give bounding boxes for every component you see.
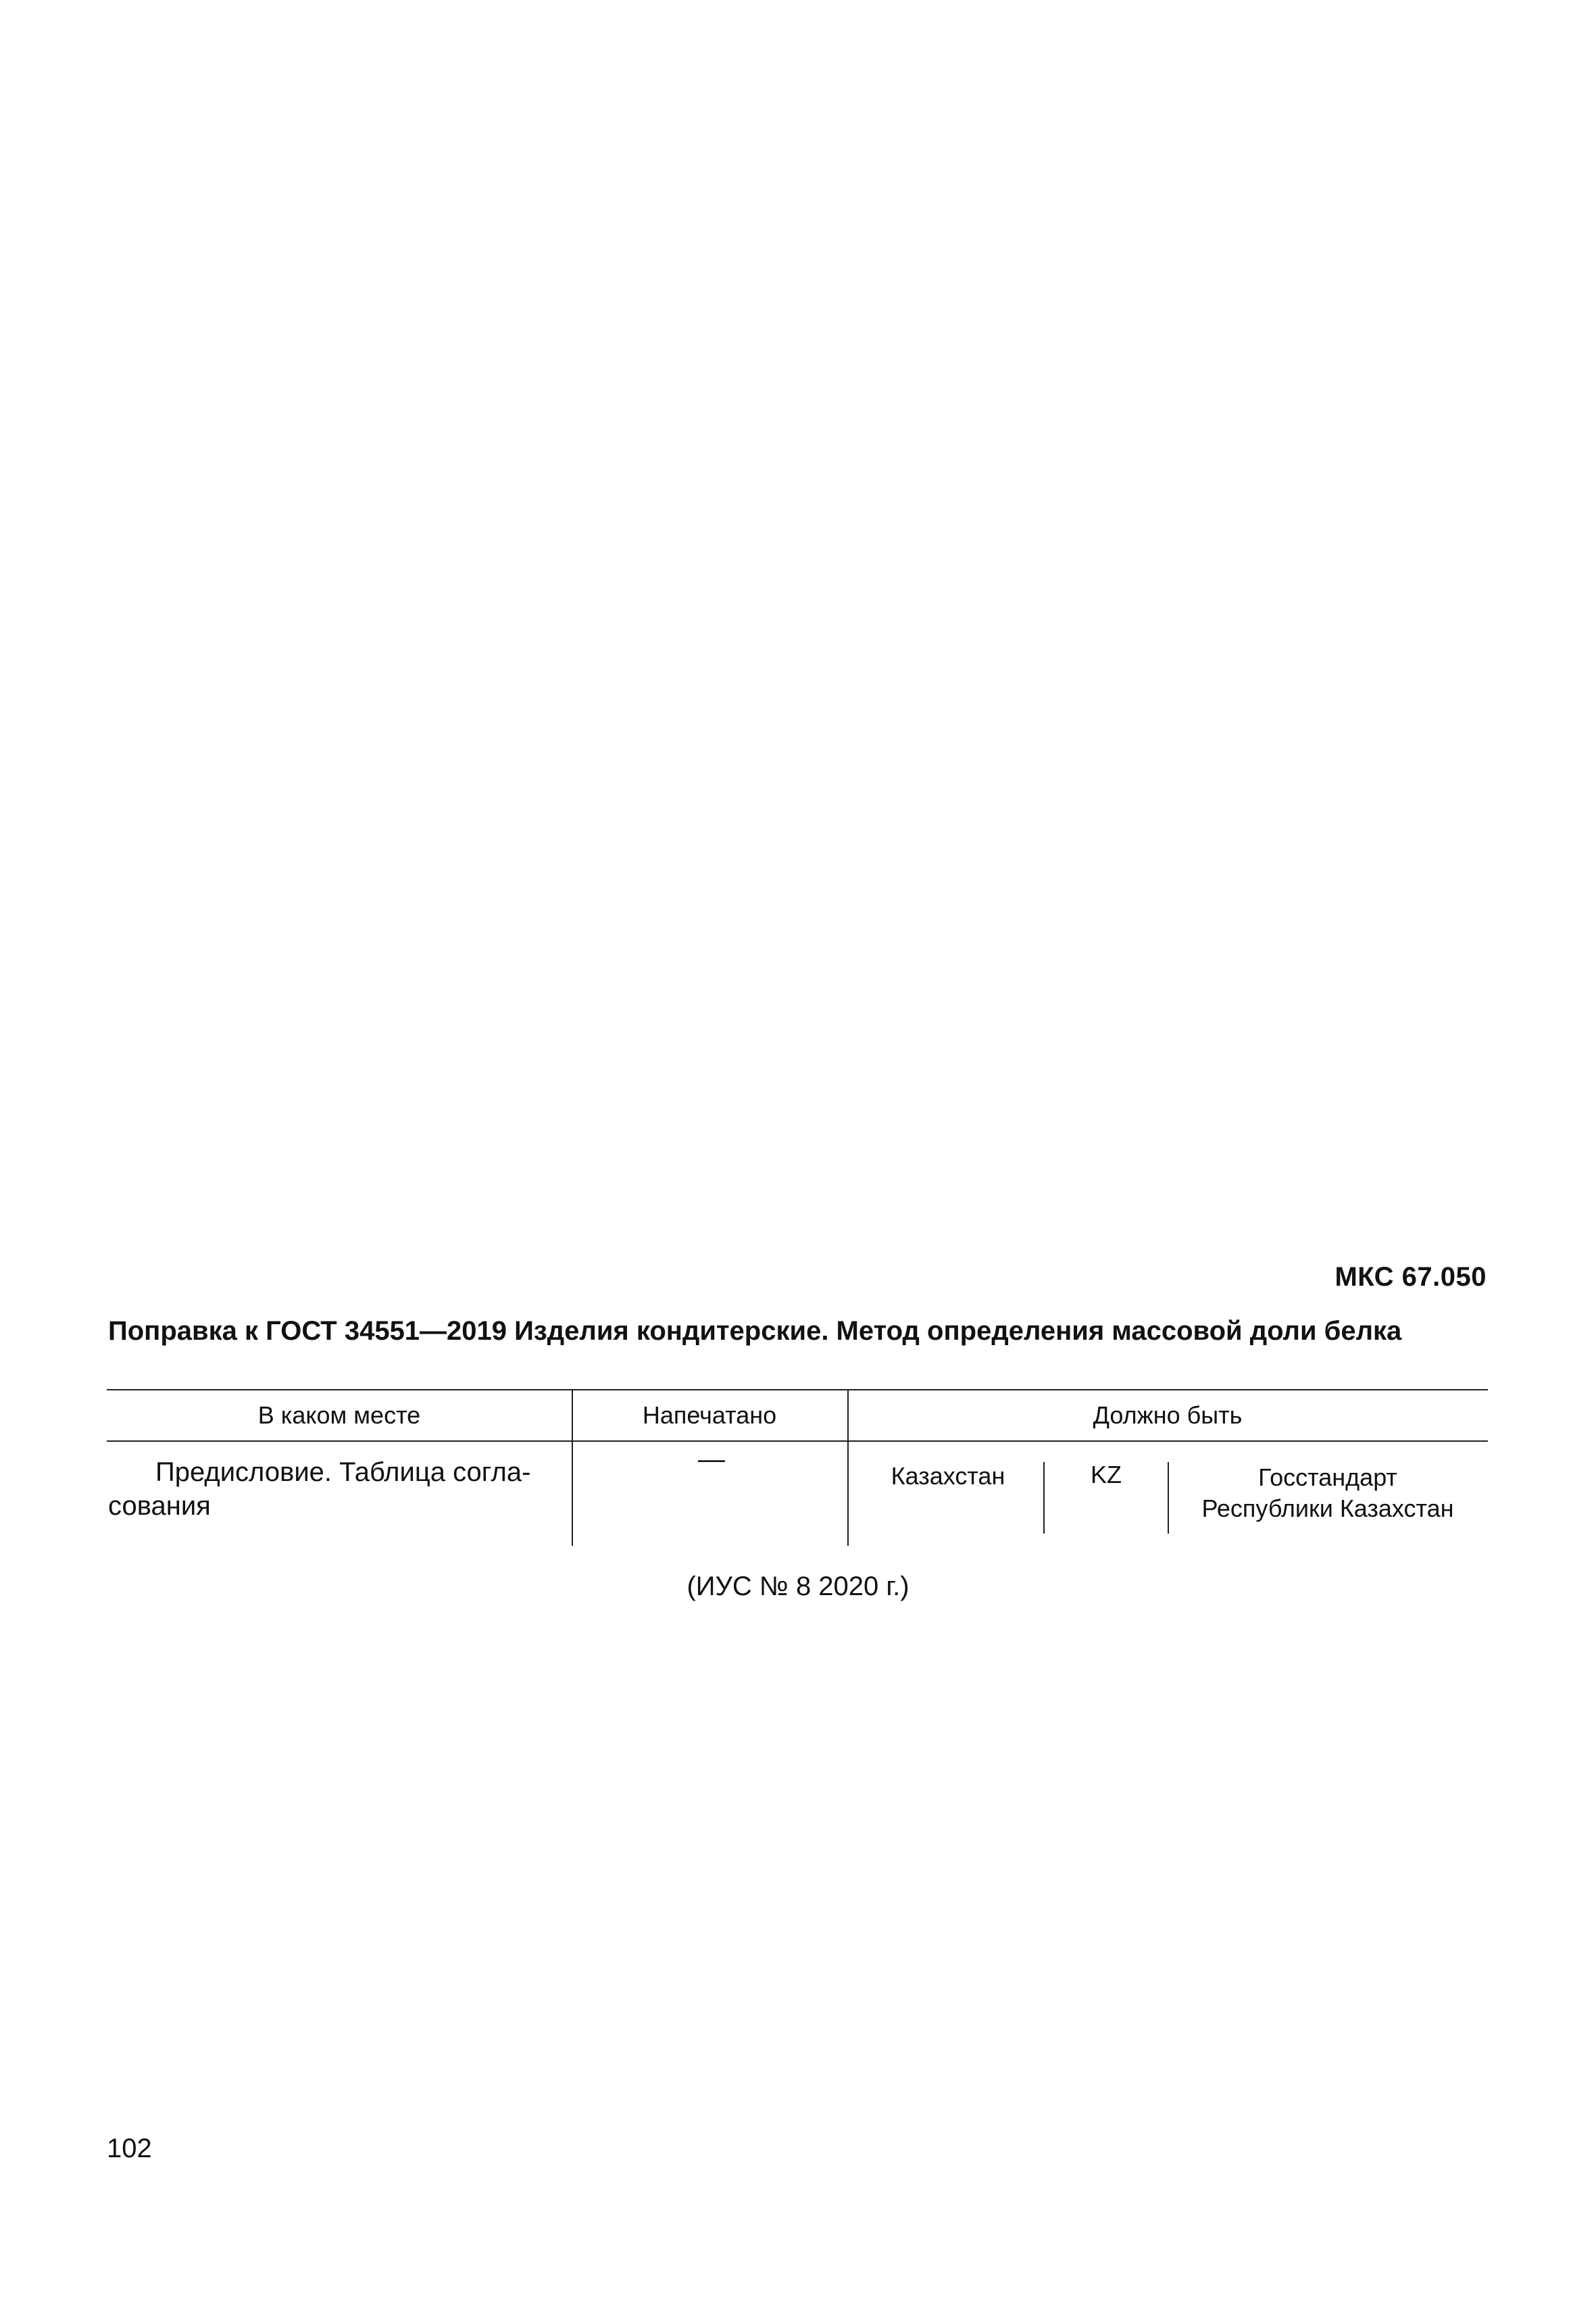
cell-organization-line2: Республики Казахстан [1201, 1494, 1454, 1522]
cell-place [108, 1455, 568, 1523]
cell-place-line2: сования [108, 1491, 211, 1521]
column-header-place: В каком месте [257, 1401, 421, 1429]
cell-organization [1169, 1462, 1487, 1524]
ius-reference: (ИУС № 8 2020 г.) [687, 1571, 909, 1601]
amendment-table [107, 1389, 1488, 1546]
document-title: Поправка к ГОСТ 34551—2019 Изделия кондитерские. Метод определения массовой доли белка [108, 1316, 1402, 1346]
cell-printed: — [698, 1444, 725, 1474]
cell-organization-line1: Госстандарт [1258, 1463, 1397, 1491]
column-header-printed: Напечатано [642, 1401, 777, 1429]
cell-place-line1: Предисловие. Таблица согла- [155, 1457, 531, 1487]
column-header-should-be: Должно быть [1093, 1401, 1243, 1429]
table-top-rule [107, 1389, 1488, 1390]
cell-code: KZ [1090, 1461, 1122, 1488]
table-header-rule [107, 1440, 1488, 1442]
mks-code: МКС 67.050 [1335, 1262, 1487, 1292]
page-number: 102 [107, 2134, 152, 2163]
cell-country: Казахстан [891, 1462, 1005, 1490]
